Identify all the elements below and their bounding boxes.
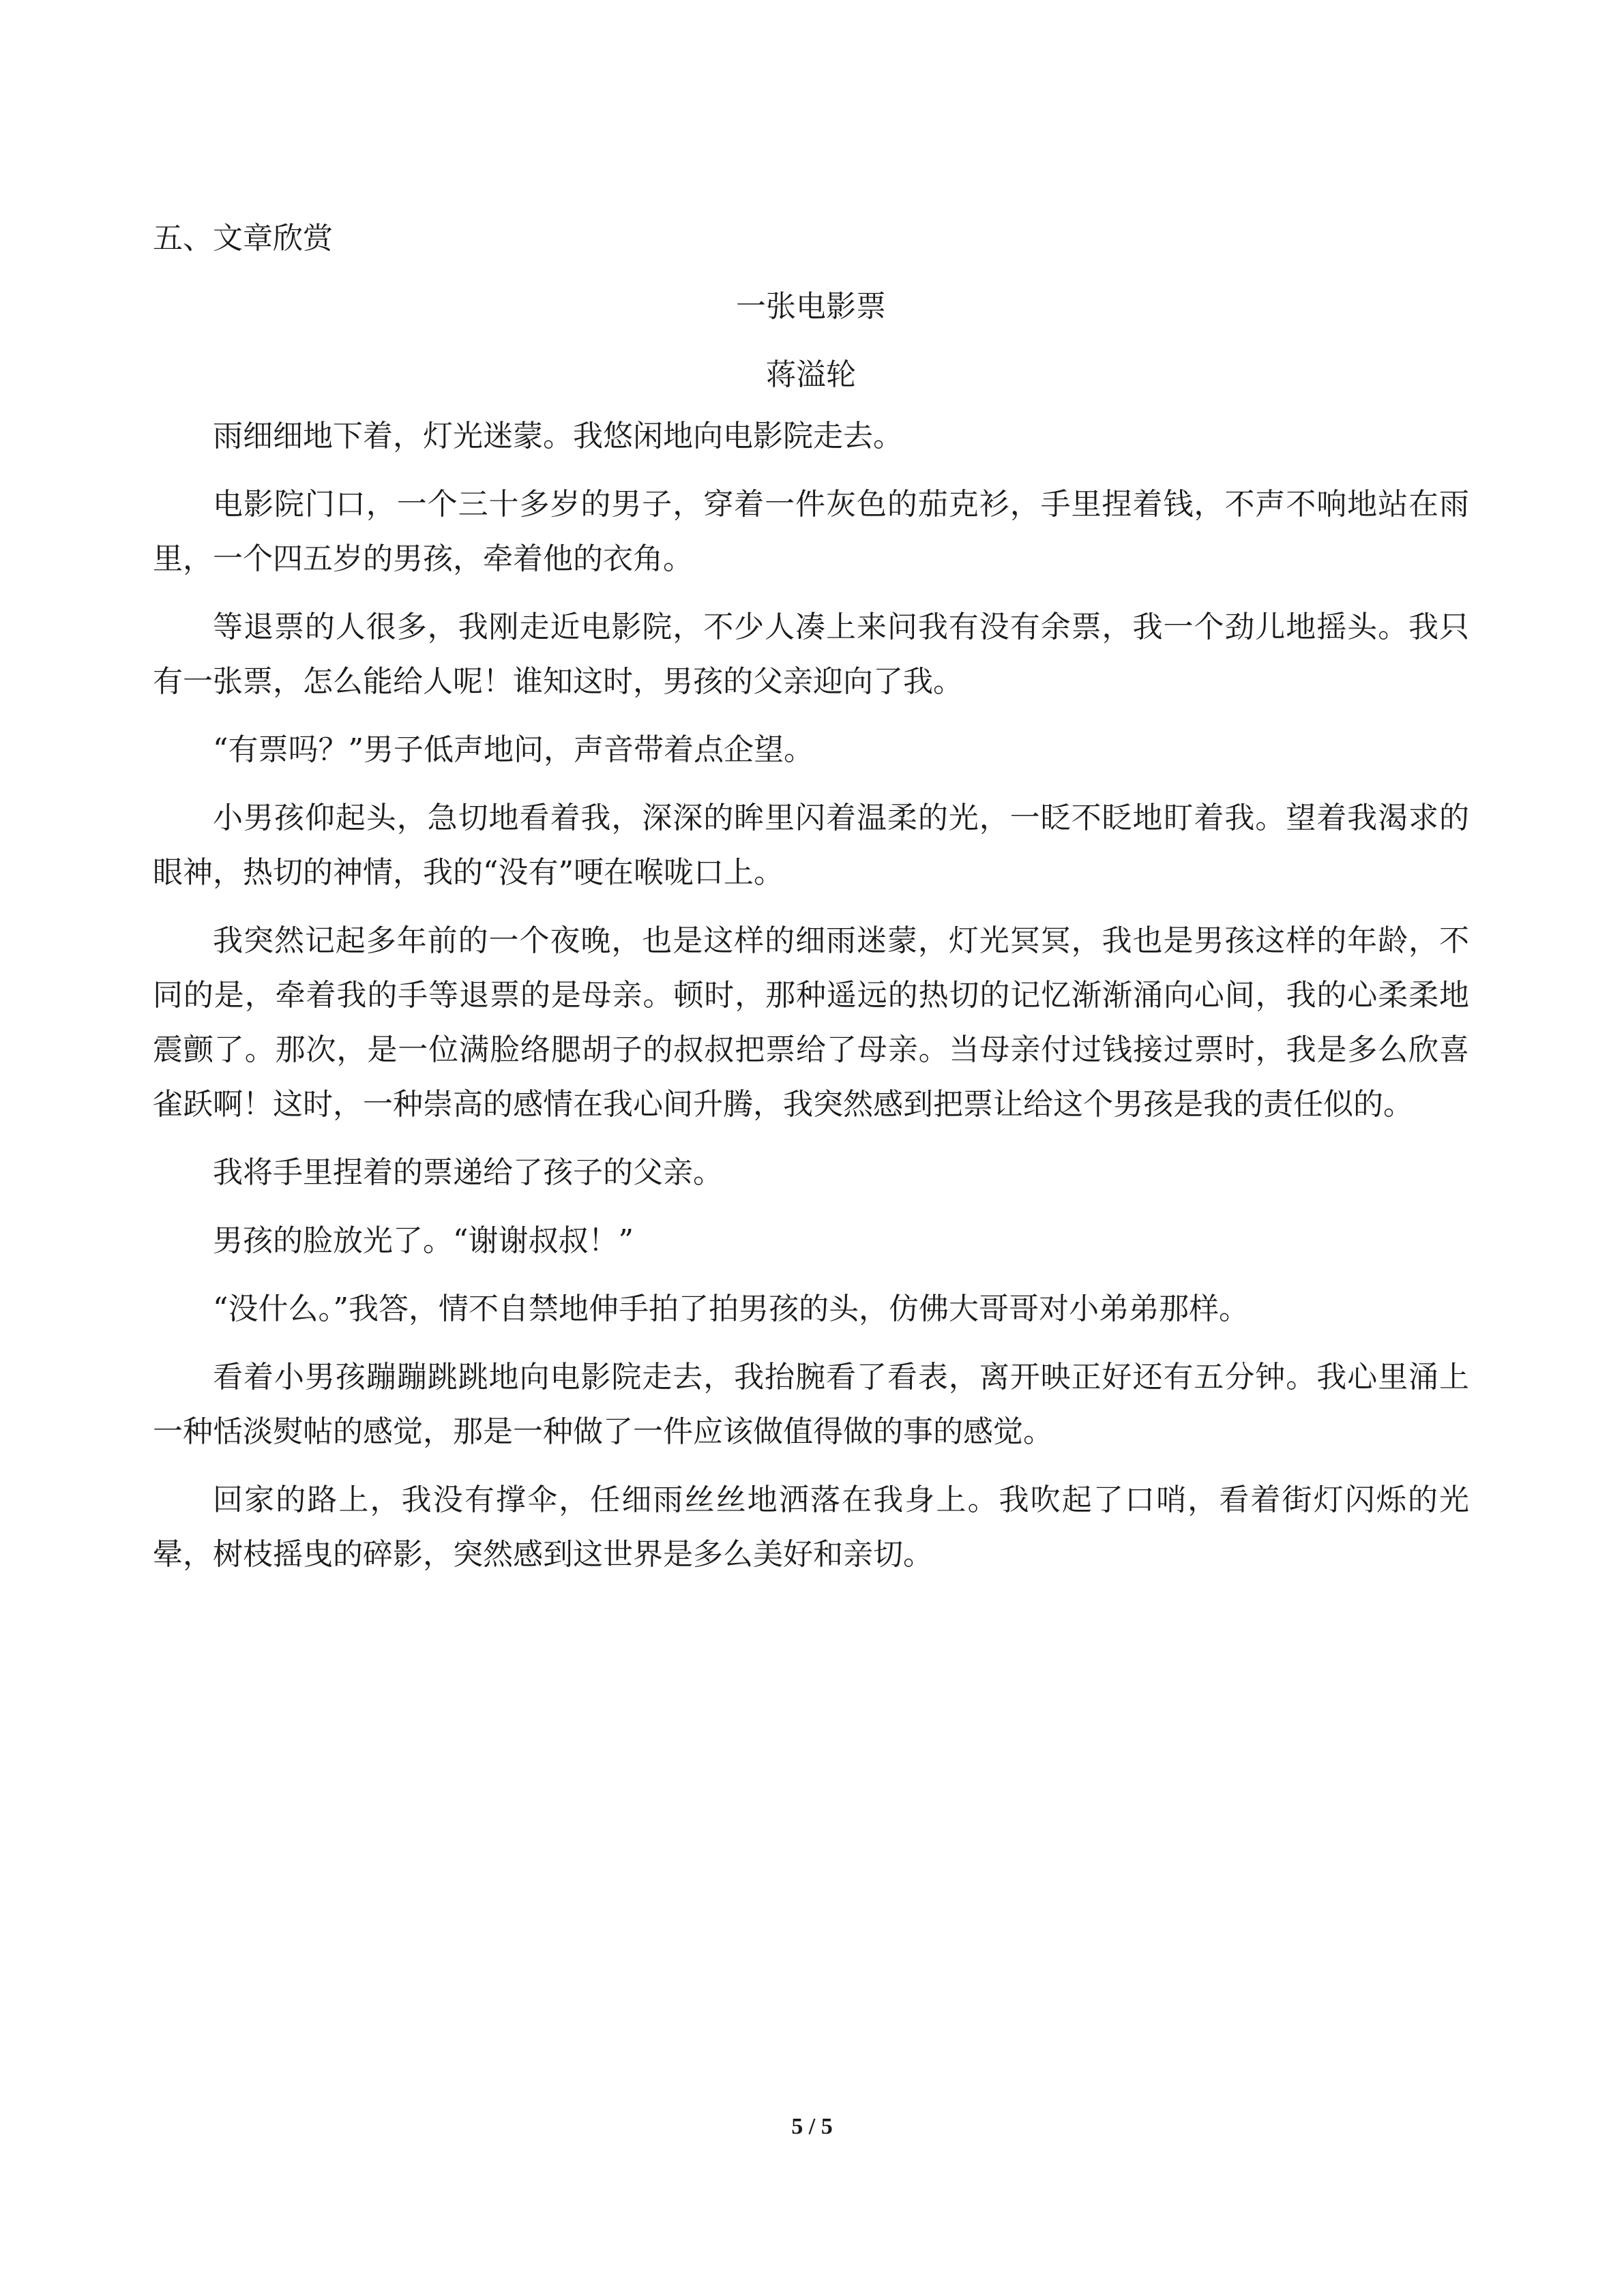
article-paragraph: 我将手里捏着的票递给了孩子的父亲。 xyxy=(213,1155,723,1190)
section-heading: 五、文章欣赏 xyxy=(153,221,333,256)
article-author: 蒋溢轮 xyxy=(766,357,856,392)
article-paragraph: 我突然记起多年前的一个夜晚，也是这样的细雨迷蒙，灯光冥冥，我也是男孩这样的年龄，不同的是，牵着我的手等退票的是母亲。顿时，那种遥远的热切的记忆渐渐涌向心间，我的心柔柔地震颤了。那次，是一位满脸络腮胡子的叔叔把票给了母亲。当母亲付过钱接过票时，我是多么欣喜雀跃啊！这时，一种崇高的感情在我心间升腾，我突然感到把票让给这个男孩是我的责任似的。 xyxy=(153,923,1469,1122)
document-content xyxy=(153,205,1469,1596)
article-paragraph: 男孩的脸放光了。“谢谢叔叔！” xyxy=(213,1223,634,1258)
article-paragraph: “没什么。”我答，情不自禁地伸手拍了拍男孩的头，仿佛大哥哥对小弟弟那样。 xyxy=(213,1292,1249,1326)
article-body xyxy=(153,409,1469,1582)
article-paragraph: 看着小男孩蹦蹦跳跳地向电影院走去，我抬腕看了看表，离开映正好还有五分钟。我心里涌上一种恬淡熨帖的感觉，那是一种做了一件应该做值得做的事的感觉。 xyxy=(153,1360,1469,1449)
article-paragraph: 回家的路上，我没有撑伞，任细雨丝丝地洒落在我身上。我吹起了口哨，看着街灯闪烁的光晕，树枝摇曳的碎影，突然感到这世界是多么美好和亲切。 xyxy=(153,1482,1469,1572)
article-paragraph: “有票吗？”男子低声地问，声音带着点企望。 xyxy=(213,732,814,767)
page-number: 5 / 5 xyxy=(791,2114,833,2139)
article-paragraph: 电影院门口，一个三十多岁的男子，穿着一件灰色的茄克衫，手里捏着钱，不声不响地站在雨里，一个四五岁的男孩，牵着他的衣角。 xyxy=(153,487,1469,576)
article-paragraph: 小男孩仰起头，急切地看着我，深深的眸里闪着温柔的光，一眨不眨地盯着我。望着我渴求的眼神，热切的神情，我的“没有”哽在喉咙口上。 xyxy=(153,801,1469,890)
article-paragraph: 雨细细地下着，灯光迷蒙。我悠闲地向电影院走去。 xyxy=(213,419,903,453)
article-paragraph: 等退票的人很多，我刚走近电影院，不少人凑上来问我有没有余票，我一个劲儿地摇头。我只有一张票，怎么能给人呢！谁知这时，男孩的父亲迎向了我。 xyxy=(153,610,1469,699)
article-title: 一张电影票 xyxy=(736,289,886,324)
